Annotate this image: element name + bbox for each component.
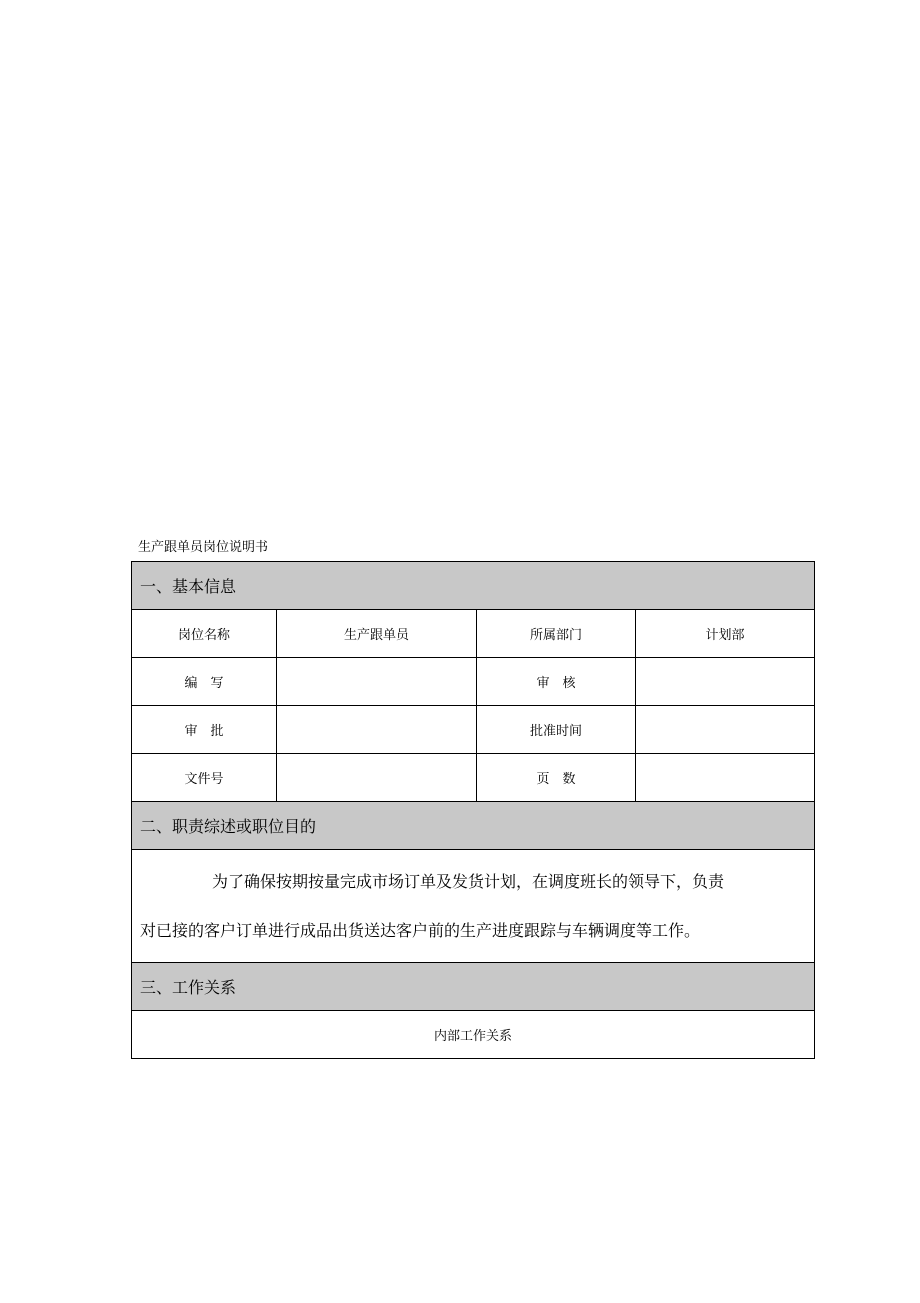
field-label-file-number: 文件号 [132, 754, 277, 802]
field-label-approval-time: 批准时间 [477, 706, 636, 754]
section-header-duties [132, 802, 815, 850]
internal-relations-label: 内部工作关系 [132, 1011, 815, 1059]
field-value-author [277, 658, 477, 706]
field-value-approval-time [636, 706, 815, 754]
field-label-department: 所属部门 [477, 610, 636, 658]
field-value-position-name: 生产跟单员 [277, 610, 477, 658]
field-label-reviewer: 审 核 [477, 658, 636, 706]
field-value-department: 计划部 [636, 610, 815, 658]
table-row [132, 754, 815, 802]
field-value-page-count [636, 754, 815, 802]
table-row [132, 706, 815, 754]
section-title-work-relations: 三、工作关系 [132, 963, 815, 1011]
duties-summary-text-1: 为了确保按期按量完成市场订单及发货计划，在调度班长的领导下，负责 [212, 872, 725, 891]
field-value-file-number [277, 754, 477, 802]
field-label-author: 编 写 [132, 658, 277, 706]
field-label-page-count: 页 数 [477, 754, 636, 802]
field-value-approver [277, 706, 477, 754]
field-value-reviewer [636, 658, 815, 706]
duties-summary-line-1 [140, 857, 806, 906]
field-label-approver: 审 批 [132, 706, 277, 754]
table-row [132, 658, 815, 706]
table-row [132, 610, 815, 658]
document-title: 生产跟单员岗位说明书 [138, 540, 269, 555]
duties-summary-line-2: 对已接的客户订单进行成品出货送达客户前的生产进度跟踪与车辆调度等工作。 [140, 921, 701, 940]
job-description-table [131, 561, 815, 1059]
field-label-position-name: 岗位名称 [132, 610, 277, 658]
duties-summary-row [132, 850, 815, 963]
section-title-basic-info: 一、基本信息 [132, 562, 815, 610]
section-header-basic-info [132, 562, 815, 610]
duties-summary-cell [132, 850, 815, 963]
section-title-duties: 二、职责综述或职位目的 [132, 802, 815, 850]
internal-relations-row [132, 1011, 815, 1059]
section-header-work-relations [132, 963, 815, 1011]
